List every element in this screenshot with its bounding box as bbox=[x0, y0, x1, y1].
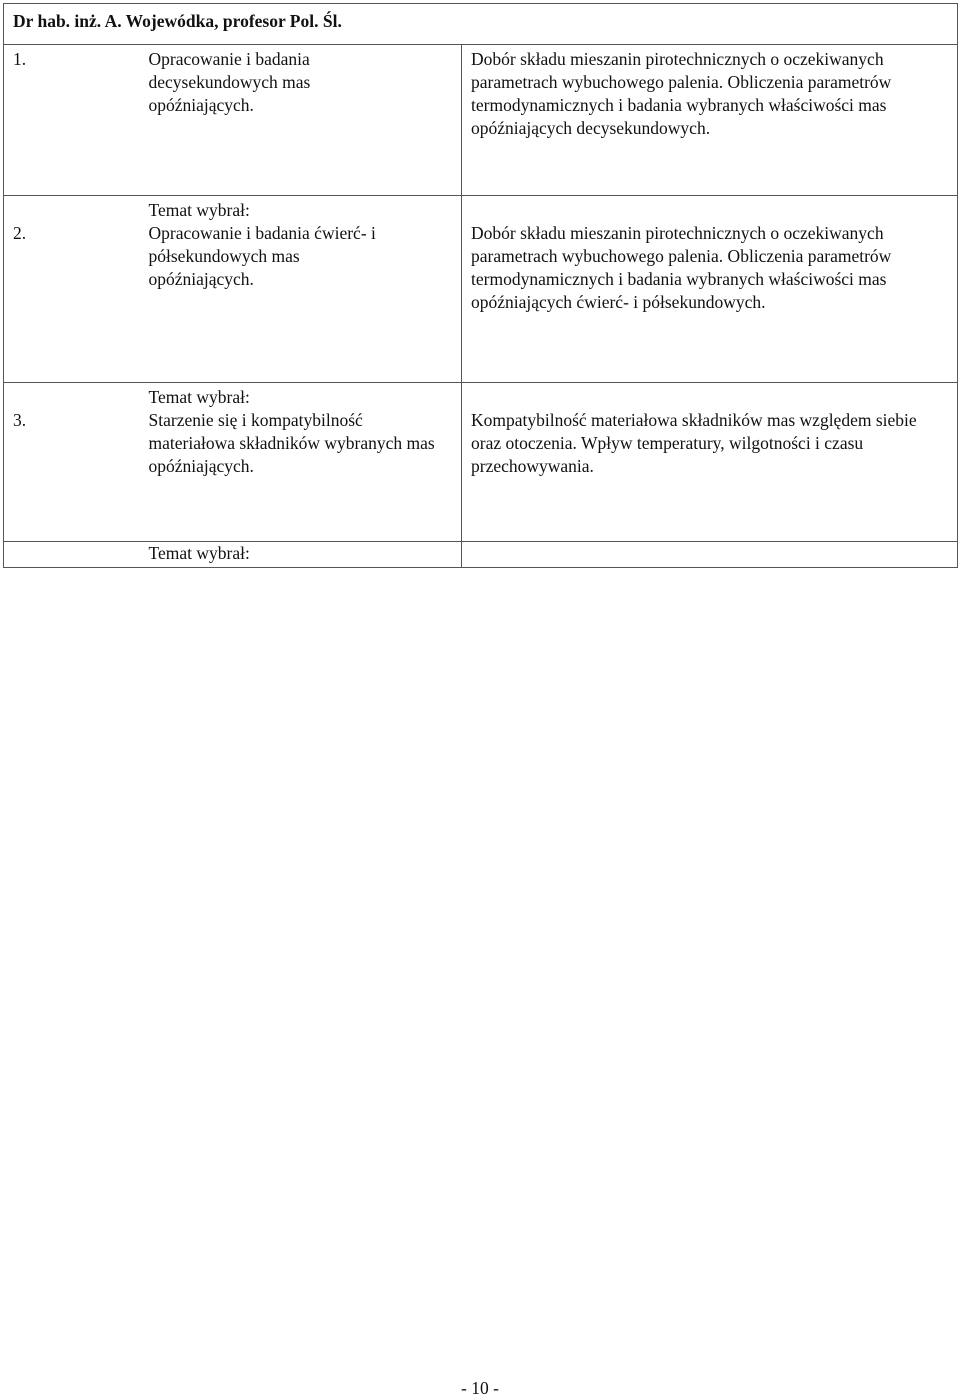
topic-title bbox=[146, 45, 462, 196]
topic-number bbox=[4, 542, 146, 568]
topic-title-text: Starzenie się i kompatybilność materiałowa składników wybranych mas opóźniających. bbox=[148, 410, 435, 476]
table-row bbox=[4, 542, 958, 568]
topic-title-text: Opracowanie i badania ćwierć- i półsekundowych mas opóźniających. bbox=[148, 223, 376, 289]
topic-number-text: 1. bbox=[13, 49, 27, 69]
page-number: - 10 - bbox=[461, 1378, 499, 1398]
table-row bbox=[4, 196, 958, 383]
topic-title bbox=[146, 196, 462, 383]
topic-number-text: 3. bbox=[13, 410, 27, 430]
topic-description-text: Dobór składu mieszanin pirotechnicznych o oczekiwanych parametrach wybuchowego palenia. Obliczenia parametrów termodynamicznych i badania wybranych właściwości mas opóźniających ćwierć- i półsekundowych. bbox=[471, 223, 892, 312]
topic-chosen-label: Temat wybrał: bbox=[148, 387, 250, 407]
table-row bbox=[4, 383, 958, 542]
topic-title bbox=[146, 542, 462, 568]
topic-title bbox=[146, 383, 462, 542]
topic-number bbox=[4, 383, 146, 542]
topic-description bbox=[462, 383, 958, 542]
supervisor-name: Dr hab. inż. A. Wojewódka, profesor Pol. Śl. bbox=[4, 4, 958, 45]
topic-description-text: Kompatybilność materiałowa składników mas względem siebie oraz otoczenia. Wpływ temperatury, wilgotności i czasu przechowywania. bbox=[471, 410, 917, 476]
topic-number bbox=[4, 196, 146, 383]
topic-chosen-label: Temat wybrał: bbox=[148, 543, 250, 563]
topic-description-text: Dobór składu mieszanin pirotechnicznych o oczekiwanych parametrach wybuchowego palenia. Obliczenia parametrów termodynamicznych i badania wybranych właściwości mas opóźniających decysekundowych. bbox=[471, 49, 892, 138]
topic-title-text: Opracowanie i badania decysekundowych mas opóźniających. bbox=[148, 49, 311, 115]
topic-description bbox=[462, 196, 958, 383]
topic-number-text: 2. bbox=[13, 223, 27, 243]
topic-chosen-label: Temat wybrał: bbox=[148, 200, 250, 220]
table-row bbox=[4, 45, 958, 196]
topic-description bbox=[462, 542, 958, 568]
topic-description bbox=[462, 45, 958, 196]
topic-number bbox=[4, 45, 146, 196]
topics-table bbox=[3, 3, 958, 568]
